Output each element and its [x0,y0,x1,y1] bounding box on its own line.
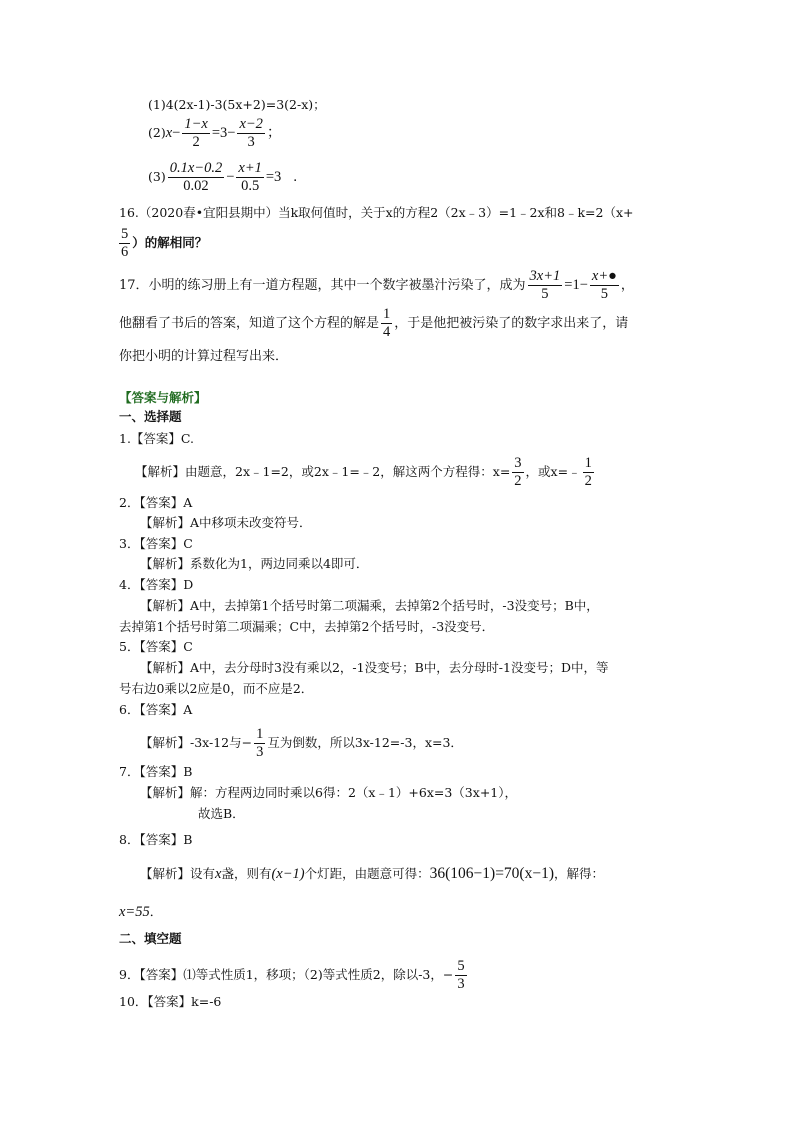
answer-5-explanation-1: 【解析】A中，去分母时3没有乘以2，-1没变号；B中，去分母时-1没变号；D中，等 [140,660,609,675]
a1-frac2-den: 2 [584,472,592,489]
q15-p3-frac1-num: 0.1x−0.2 [169,160,223,176]
answer-7-explanation-2: 故选B． [198,806,245,821]
a8-expr1: (x−1) [271,866,305,882]
q17-line2-post: ，于是他把被污染了的数字求出来了，请 [394,316,629,332]
q17-sol-frac [381,306,392,341]
a1-exp-mid: ，或x=﹣ [525,464,581,480]
answer-9 [119,958,469,993]
q15-part3 [148,160,297,195]
section-fill: 二、填空题 [119,931,182,946]
q17-frac1 [528,268,563,303]
answer-6: 6．【答案】A [119,702,193,717]
answer-8-result [119,905,162,920]
a6-frac-num: 1 [256,726,264,742]
a1-frac1-den: 2 [514,472,522,489]
q15-p2-frac1 [182,116,209,151]
q16-frac-num: 5 [121,226,129,242]
q15-p3-frac1-den: 0.02 [183,177,209,194]
q16-line2 [119,226,207,261]
q17-line3: 你把小明的计算过程写出来． [119,349,289,364]
answer-8-explanation [140,866,604,882]
q17-frac2-num: x+● [591,268,617,284]
a9-frac-num: 5 [457,958,465,974]
q15-p3-label: (3) [148,168,166,184]
a9-frac [455,958,466,993]
q17-pre: 17．小明的练习册上有一道方程题，其中一个数字被墨汁污染了，成为 [119,278,526,294]
q17-frac1-den: 5 [541,285,549,302]
q17-mid: =1− [564,277,588,294]
answer-2: 2．【答案】A [119,495,193,510]
q15-p2-frac1-num: 1−x [184,116,208,132]
a6-frac [254,726,265,761]
q15-p2-minus: − [172,124,181,141]
a1-exp-pre: 【解析】由题意，2x﹣1=2，或2x﹣1=﹣2，解这两个方程得：x= [135,464,511,480]
q15-p3-frac2 [236,160,263,195]
q17-line1 [119,268,634,303]
a8-exp-pre: 【解析】设有 [140,866,216,881]
q15-p3-frac1 [168,160,224,195]
q16-frac-den: 6 [121,243,129,260]
section-choice: 一、选择题 [119,409,182,424]
a8-result: x=55 [119,904,150,920]
q15-p3-eq: =3 [265,168,282,185]
q17-frac1-num: 3x+1 [529,268,561,284]
a1-frac1-num: 3 [514,455,522,471]
a1-frac2 [583,455,594,490]
q17-line2 [119,306,628,341]
q15-part2 [148,116,281,151]
q15-p2-label: (2) [148,124,166,140]
q17-line2-pre: 他翻看了书后的答案，知道了这个方程的解是 [119,316,380,332]
answer-5: 5．【答案】C [119,639,193,654]
q15-p2-frac1-den: 2 [192,133,200,150]
q17-sol-num: 1 [383,306,391,322]
q17-comma: ， [620,278,634,294]
a9-pre: 9．【答案】⑴等式性质1，移项；（2)等式性质2，除以-3，− [119,967,454,983]
q17-sol-den: 4 [383,323,391,340]
q15-p2-frac2-num: x−2 [239,116,263,132]
a8-exp-post: ，解得： [554,866,605,881]
q16-frac [119,226,130,261]
q15-p3-end: . [293,168,297,185]
a8-equation: 36(106−1)=70(x−1) [429,865,554,882]
a8-exp-mid1: 盏，则有 [221,866,272,881]
q15-p2-frac2 [237,116,264,151]
a8-result-end: ． [149,904,163,919]
q15-p2-frac2-den: 3 [247,133,255,150]
q15-p2-mid: =3− [211,124,236,141]
q15-p3-frac2-num: x+1 [238,160,262,176]
q17-frac2 [590,268,619,303]
answer-2-explanation: 【解析】A中移项未改变符号． [140,515,312,530]
a8-x: x [215,866,222,882]
q15-p3-frac2-den: 0.5 [241,177,260,194]
a6-frac-den: 3 [256,743,264,760]
answer-4-explanation-1: 【解析】A中，去掉第1个括号时第二项漏乘，去掉第2个括号时，-3没变号；B中， [140,598,599,613]
answer-10: 10．【答案】k=-6 [119,994,222,1009]
a1-frac2-num: 1 [584,455,592,471]
q15-p3-minus: − [226,168,235,185]
answers-title: 【答案与解析】 [119,390,207,405]
q16-tail: ）的解相同？ [132,235,208,251]
a6-exp-post: 互为倒数，所以3x-12=-3，x=3． [267,735,463,751]
answer-7-explanation-1: 【解析】解：方程两边同时乘以6得：2（x﹣1）+6x=3（3x+1）， [140,785,517,800]
q16-line1: 16.（2020春•宜阳县期中）当k取何值时，关于x的方程2（2x﹣3）=1﹣2x和8﹣k=2（x+ [119,205,634,220]
answer-6-explanation [140,726,463,761]
answer-7: 7．【答案】B [119,764,193,779]
q15-p2-end: ； [266,124,282,141]
q15-p2-x: x [165,124,173,141]
a1-frac1 [512,455,523,490]
answer-1: 1.【答案】C. [119,431,195,446]
answer-4: 4．【答案】D [119,577,194,592]
answer-5-explanation-2: 号右边0乘以2应是0，而不应是2． [119,681,314,696]
a6-exp-pre: 【解析】-3x-12与− [140,735,253,751]
a8-exp-mid2: 个灯距，由题意可得： [304,866,430,881]
q17-frac2-den: 5 [600,285,608,302]
a9-frac-den: 3 [457,975,465,992]
answer-3: 3．【答案】C [119,536,193,551]
answer-3-explanation: 【解析】系数化为1，两边同乘以4即可． [140,556,369,571]
q15-part1: (1)4(2x-1)-3(5x+2)=3(2-x)； [148,97,326,112]
answer-8: 8．【答案】B [119,832,193,847]
answer-4-explanation-2: 去掉第1个括号时第二项漏乘；C中，去掉第2个括号时，-3没变号． [119,619,495,634]
answer-1-explanation [135,455,596,490]
